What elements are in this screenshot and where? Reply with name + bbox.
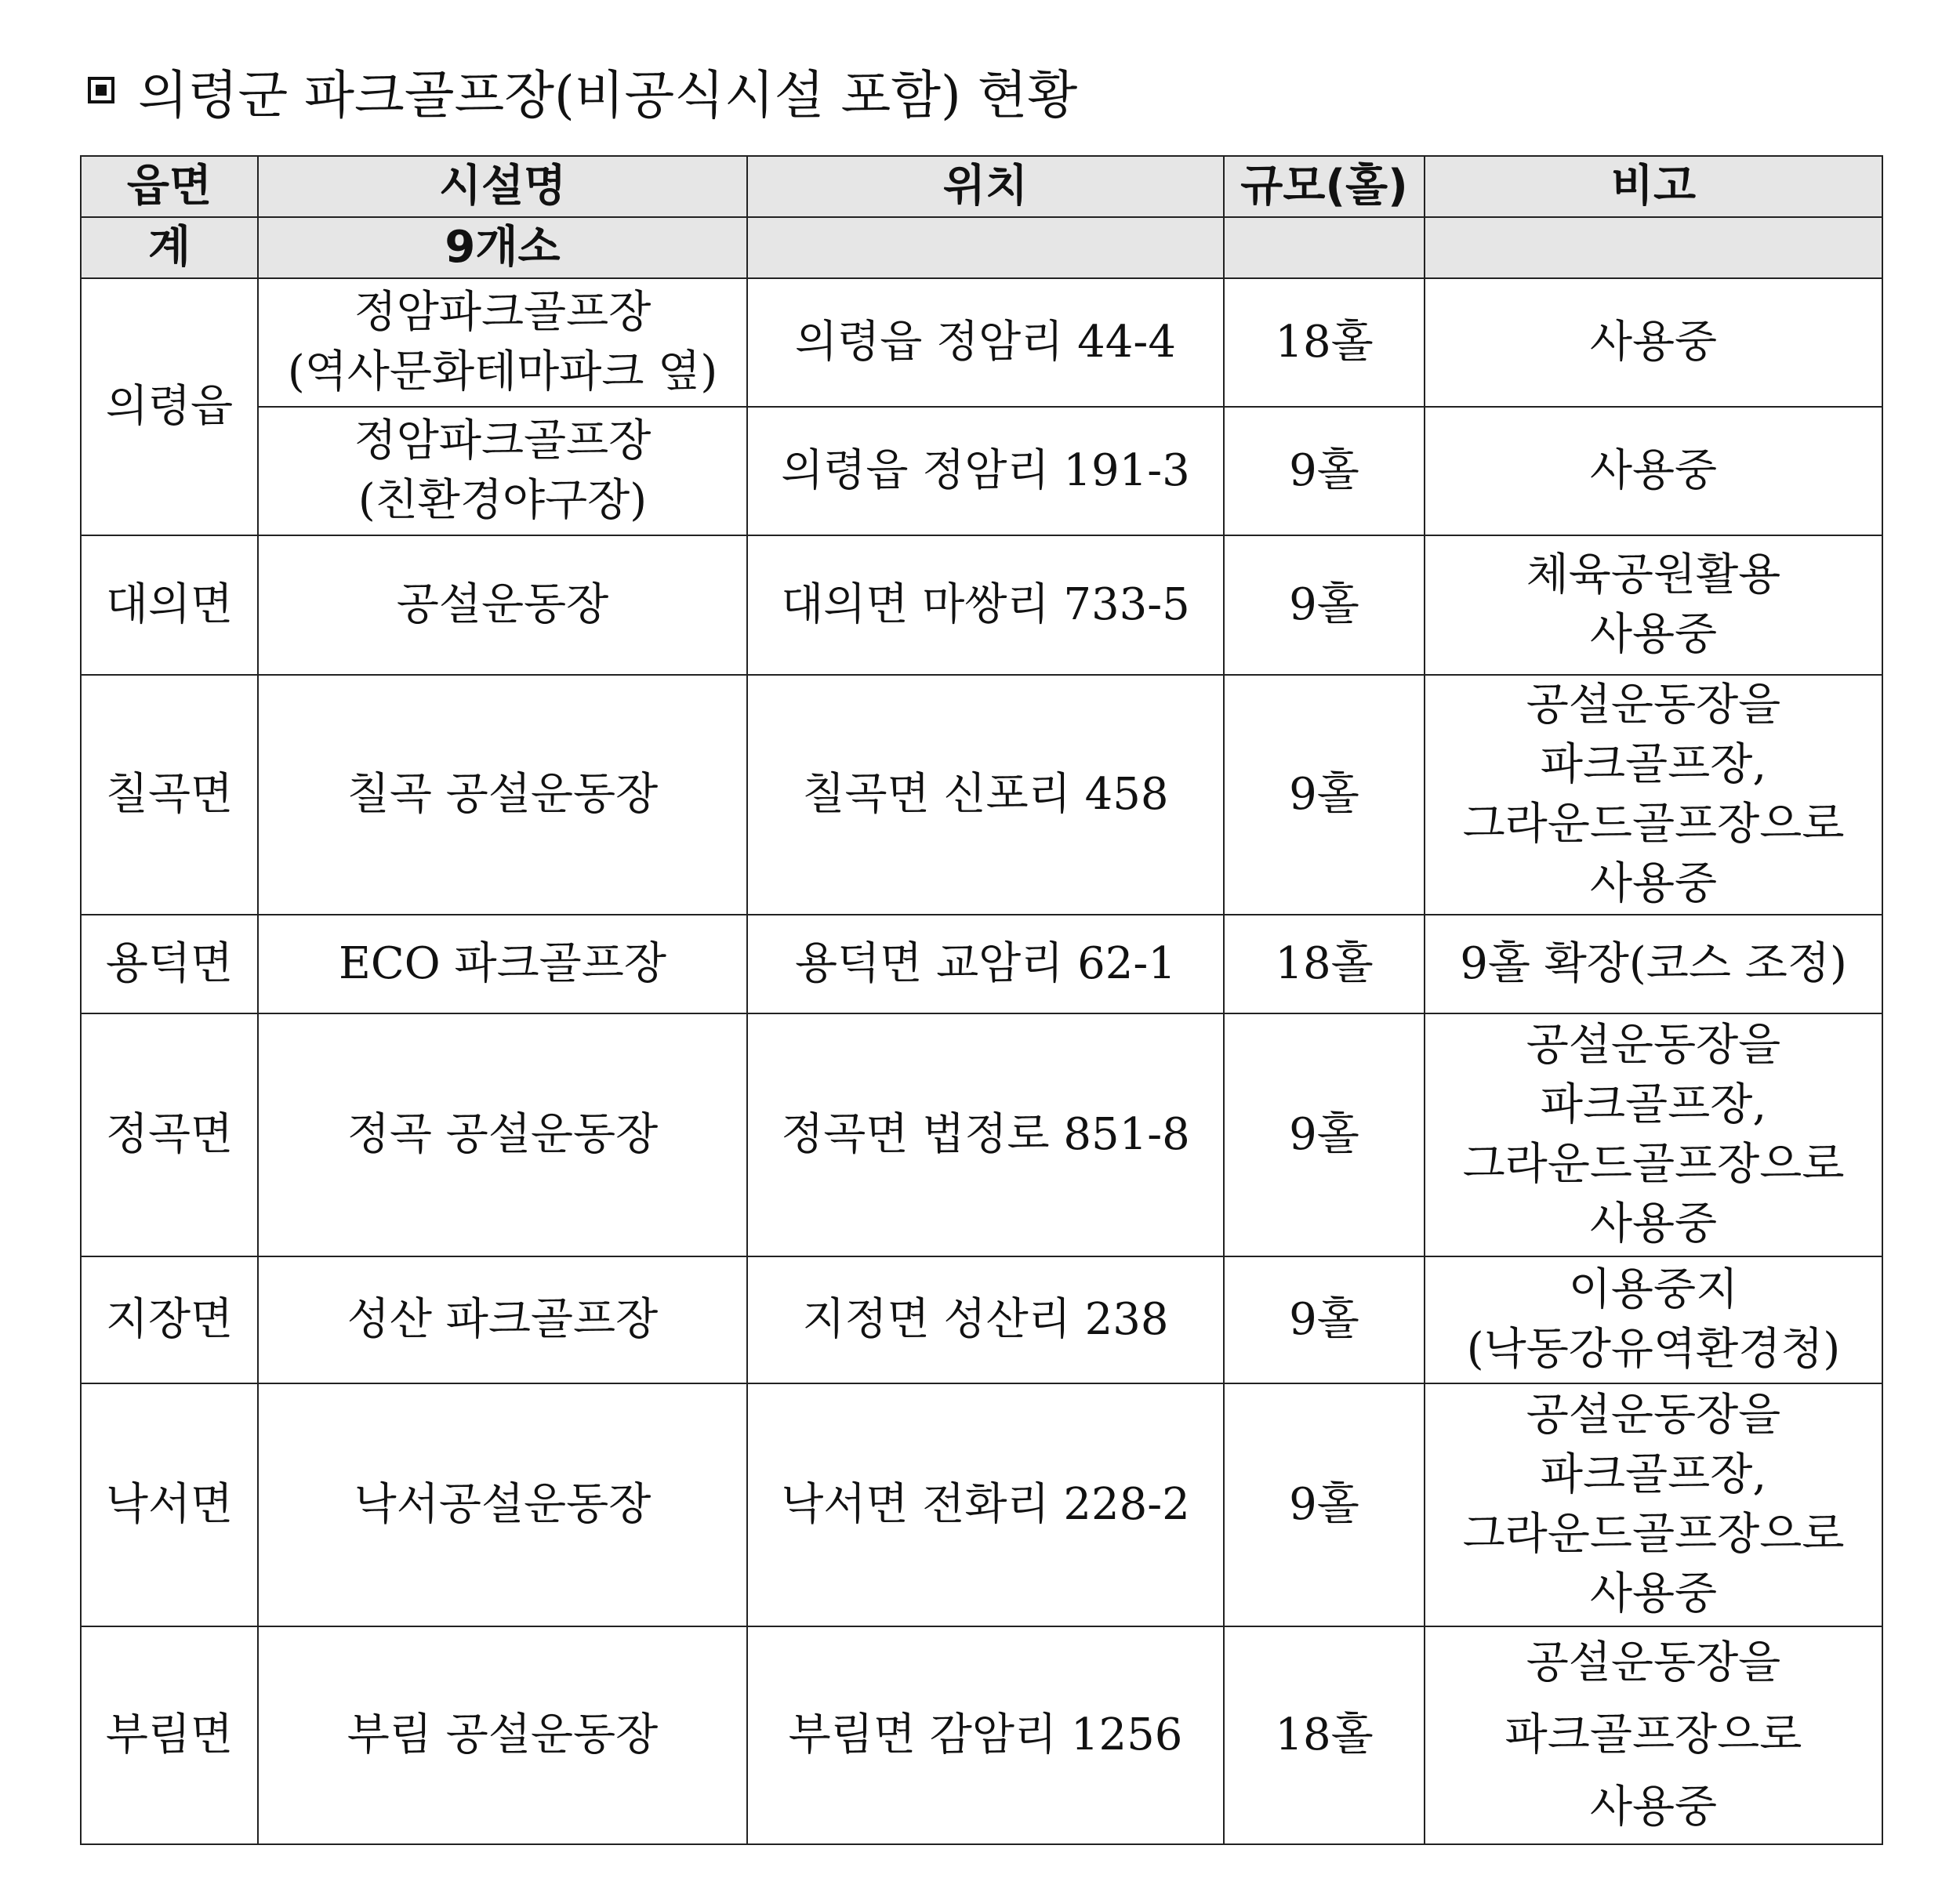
park-golf-table [80, 155, 1883, 1845]
facility-cell: 낙서공설운동장 [258, 1383, 747, 1626]
scale-cell: 18홀 [1224, 278, 1425, 407]
facility-cell: 정곡 공설운동장 [258, 1013, 747, 1256]
area-cell: 지장면 [81, 1256, 258, 1383]
location-cell: 부림면 감암리 1256 [747, 1626, 1224, 1844]
facility-cell: 부림 공설운동장 [258, 1626, 747, 1844]
table-row [81, 1383, 1882, 1626]
facility-cell: 칠곡 공설운동장 [258, 675, 747, 915]
page-title [88, 47, 1077, 133]
location-cell: 칠곡면 신포리 458 [747, 675, 1224, 915]
location-cell: 낙서면 전화리 228-2 [747, 1383, 1224, 1626]
scale-cell: 9홀 [1224, 1383, 1425, 1626]
scale-cell: 9홀 [1224, 675, 1425, 915]
location-cell: 대의면 마쌍리 733-5 [747, 535, 1224, 675]
square-bullet-icon [88, 77, 114, 103]
note-cell: 공설운동장을 파크골프장, 그라운드골프장으로 사용중 [1425, 675, 1882, 915]
total-empty [1224, 217, 1425, 278]
header-note: 비고 [1425, 156, 1882, 217]
table-row [81, 1626, 1882, 1844]
location-cell: 의령읍 정암리 44-4 [747, 278, 1224, 407]
total-row [81, 217, 1882, 278]
table-row [81, 278, 1882, 407]
facility-cell: 공설운동장 [258, 535, 747, 675]
note-cell: 사용중 [1425, 407, 1882, 535]
note-cell: 체육공원활용 사용중 [1425, 535, 1882, 675]
area-cell: 정곡면 [81, 1013, 258, 1256]
area-cell: 의령읍 [81, 278, 258, 535]
table-row [81, 915, 1882, 1013]
total-empty [1425, 217, 1882, 278]
facility-cell: 정암파크골프장 (친환경야구장) [258, 407, 747, 535]
total-empty [747, 217, 1224, 278]
table-row [81, 535, 1882, 675]
location-cell: 정곡면 법정로 851-8 [747, 1013, 1224, 1256]
note-cell: 공설운동장을 파크골프장으로 사용중 [1425, 1626, 1882, 1844]
header-row [81, 156, 1882, 217]
note-cell: 사용중 [1425, 278, 1882, 407]
scale-cell: 18홀 [1224, 915, 1425, 1013]
location-cell: 의령읍 정암리 191-3 [747, 407, 1224, 535]
facility-cell: 성산 파크골프장 [258, 1256, 747, 1383]
header-scale: 규모(홀) [1224, 156, 1425, 217]
note-cell: 이용중지 (낙동강유역환경청) [1425, 1256, 1882, 1383]
total-label: 계 [81, 217, 258, 278]
scale-cell: 9홀 [1224, 1256, 1425, 1383]
area-cell: 낙서면 [81, 1383, 258, 1626]
scale-cell: 9홀 [1224, 407, 1425, 535]
table-row [81, 407, 1882, 535]
facility-cell: 정암파크골프장 (역사문화테마파크 옆) [258, 278, 747, 407]
facility-cell: ECO 파크골프장 [258, 915, 747, 1013]
scale-cell: 9홀 [1224, 535, 1425, 675]
table-row [81, 675, 1882, 915]
note-cell: 9홀 확장(코스 조정) [1425, 915, 1882, 1013]
header-facility: 시설명 [258, 156, 747, 217]
area-cell: 칠곡면 [81, 675, 258, 915]
table-row [81, 1256, 1882, 1383]
title-text: 의령군 파크골프장(비공식시설 포함) 현황 [138, 64, 1078, 125]
area-cell: 부림면 [81, 1626, 258, 1844]
header-area: 읍면 [81, 156, 258, 217]
note-cell: 공설운동장을 파크골프장, 그라운드골프장으로 사용중 [1425, 1013, 1882, 1256]
location-cell: 지정면 성산리 238 [747, 1256, 1224, 1383]
table-row [81, 1013, 1882, 1256]
area-cell: 용덕면 [81, 915, 258, 1013]
note-cell: 공설운동장을 파크골프장, 그라운드골프장으로 사용중 [1425, 1383, 1882, 1626]
header-location: 위치 [747, 156, 1224, 217]
scale-cell: 18홀 [1224, 1626, 1425, 1844]
scale-cell: 9홀 [1224, 1013, 1425, 1256]
total-count: 9개소 [258, 217, 747, 278]
location-cell: 용덕면 교암리 62-1 [747, 915, 1224, 1013]
area-cell: 대의면 [81, 535, 258, 675]
